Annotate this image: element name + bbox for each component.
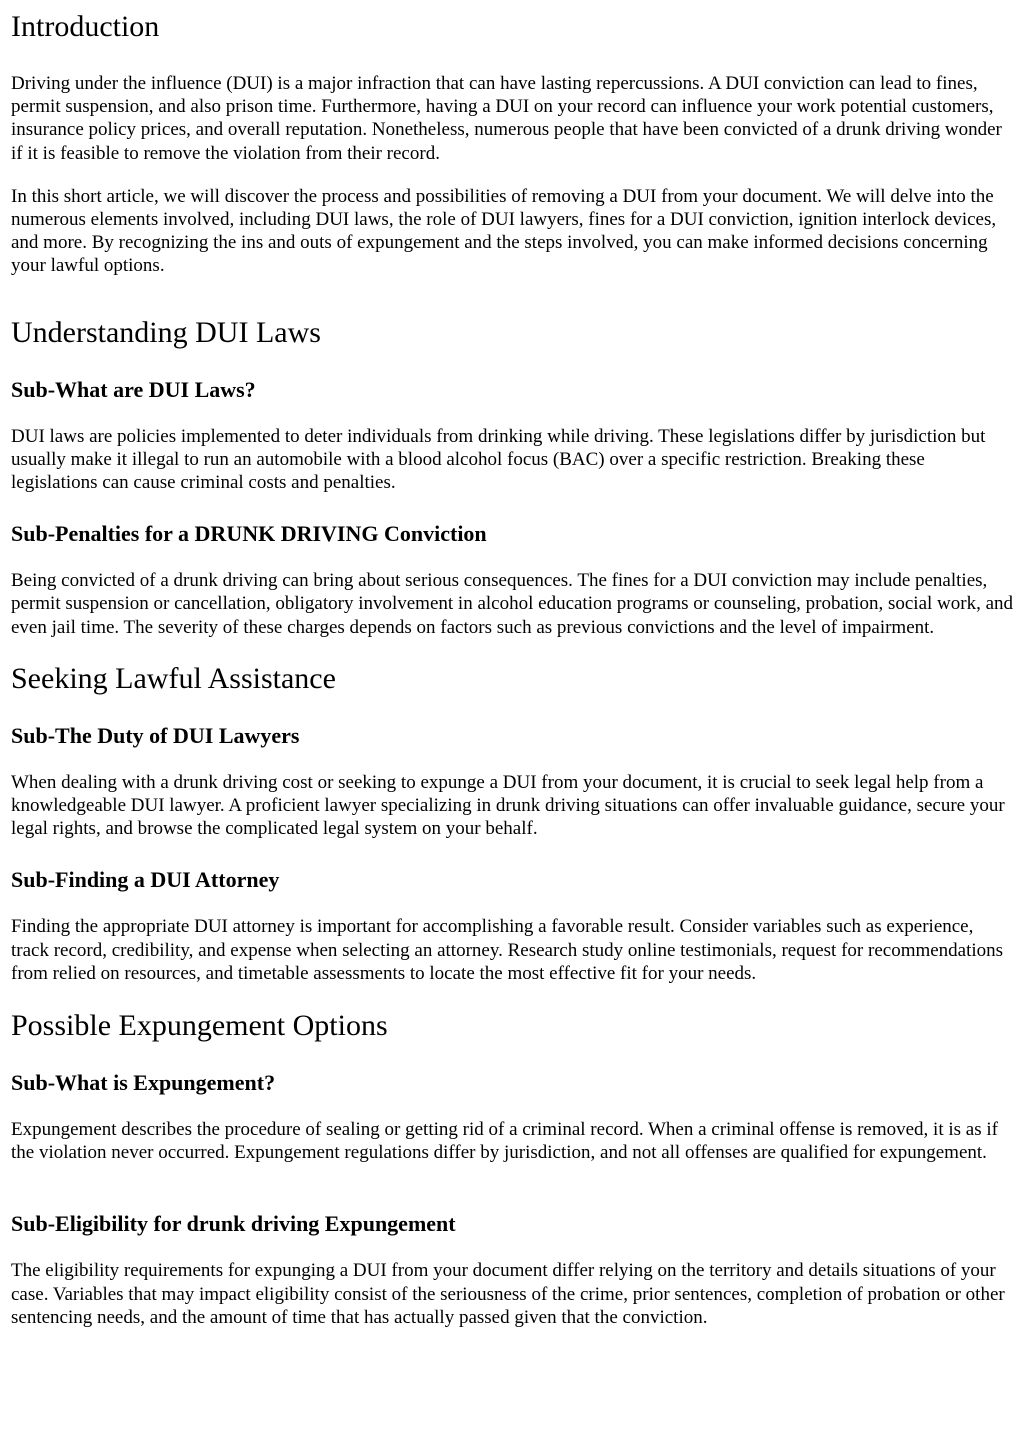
- paragraph-eligibility: The eligibility requirements for expunging a DUI from your document differ relying on the territory and details situations of your case. Variables that may impact eligibility consist of the seriousness of the crime, prior sentences, completion of probation or other sentencing needs, and the amount of time that has actually passed given that the conviction.: [11, 1260, 1005, 1328]
- subheading-penalties: Sub-Penalties for a DRUNK DRIVING Conviction: [11, 521, 487, 547]
- section-heading-seeking-lawful-assistance: Seeking Lawful Assistance: [11, 661, 336, 695]
- section-heading-introduction: Introduction: [11, 10, 160, 43]
- subheading-what-is-expungement: Sub-What is Expungement?: [11, 1070, 276, 1096]
- subheading-finding-dui-attorney: Sub-Finding a DUI Attorney: [11, 867, 280, 893]
- section-heading-possible-expungement-options: Possible Expungement Options: [11, 1009, 388, 1043]
- paragraph-duty-of-dui-lawyers: When dealing with a drunk driving cost or seeking to expunge a DUI from your document, it is crucial to seek legal help from a knowledgeable DUI lawyer. A proficient lawyer specializing in drunk driving situations can offer invaluable guidance, secure your legal rights, and browse the complicated legal system on your behalf.: [11, 771, 1005, 840]
- intro-paragraph-2: In this short article, we will discover the process and possibilities of removing a DUI from your document. We will delve into the numerous elements involved, including DUI laws, the role of DUI lawyers, fines for a DUI conviction, ignition interlock devices, and more. By recognizing the ins and outs of expungement and the steps involved, you can make informed decisions concerning your lawful options.: [11, 185, 997, 277]
- paragraph-what-is-expungement: Expungement describes the procedure of sealing or getting rid of a criminal record. When a criminal offense is removed, it is as if the violation never occurred. Expungement regulations differ by jurisdiction, and not all offenses are qualified for expungement.: [11, 1119, 998, 1164]
- paragraph-penalties: Being convicted of a drunk driving can bring about serious consequences. The fines for a DUI conviction may include penalties, permit suspension or cancellation, obligatory involvement in alcohol education programs or counseling, probation, social work, and even jail time. The severity of these charges depends on factors such as previous convictions and the level of impairment.: [11, 570, 1014, 638]
- subheading-what-are-dui-laws: Sub-What are DUI Laws?: [11, 376, 256, 402]
- subheading-eligibility: Sub-Eligibility for drunk driving Expungement: [11, 1211, 456, 1237]
- paragraph-finding-dui-attorney: Finding the appropriate DUI attorney is important for accomplishing a favorable result. Consider variables such as experience, track record, credibility, and expense when selecting an attorney. Research study online testimonials, request for recommendations from relied on resources, and timetable assessments to locate the most effective fit for your needs.: [11, 916, 1004, 984]
- paragraph-what-are-dui-laws: DUI laws are policies implemented to deter individuals from drinking while driving. These legislations differ by jurisdiction but usually make it illegal to run an automobile with a blood alcohol focus (BAC) over a specific restriction. Breaking these legislations can cause criminal costs and penalties.: [11, 425, 986, 494]
- subheading-duty-of-dui-lawyers: Sub-The Duty of DUI Lawyers: [11, 722, 300, 748]
- intro-paragraph-1: Driving under the influence (DUI) is a major infraction that can have lasting repercussions. A DUI conviction can lead to fines, permit suspension, and also prison time. Furthermore, having a DUI on your record can influence your work potential customers, insurance policy prices, and overall reputation. Nonetheless, numerous people that have been convicted of a drunk driving wonder if it is feasible to remove the violation from their record.: [11, 73, 1002, 164]
- section-heading-understanding-dui-laws: Understanding DUI Laws: [11, 315, 321, 349]
